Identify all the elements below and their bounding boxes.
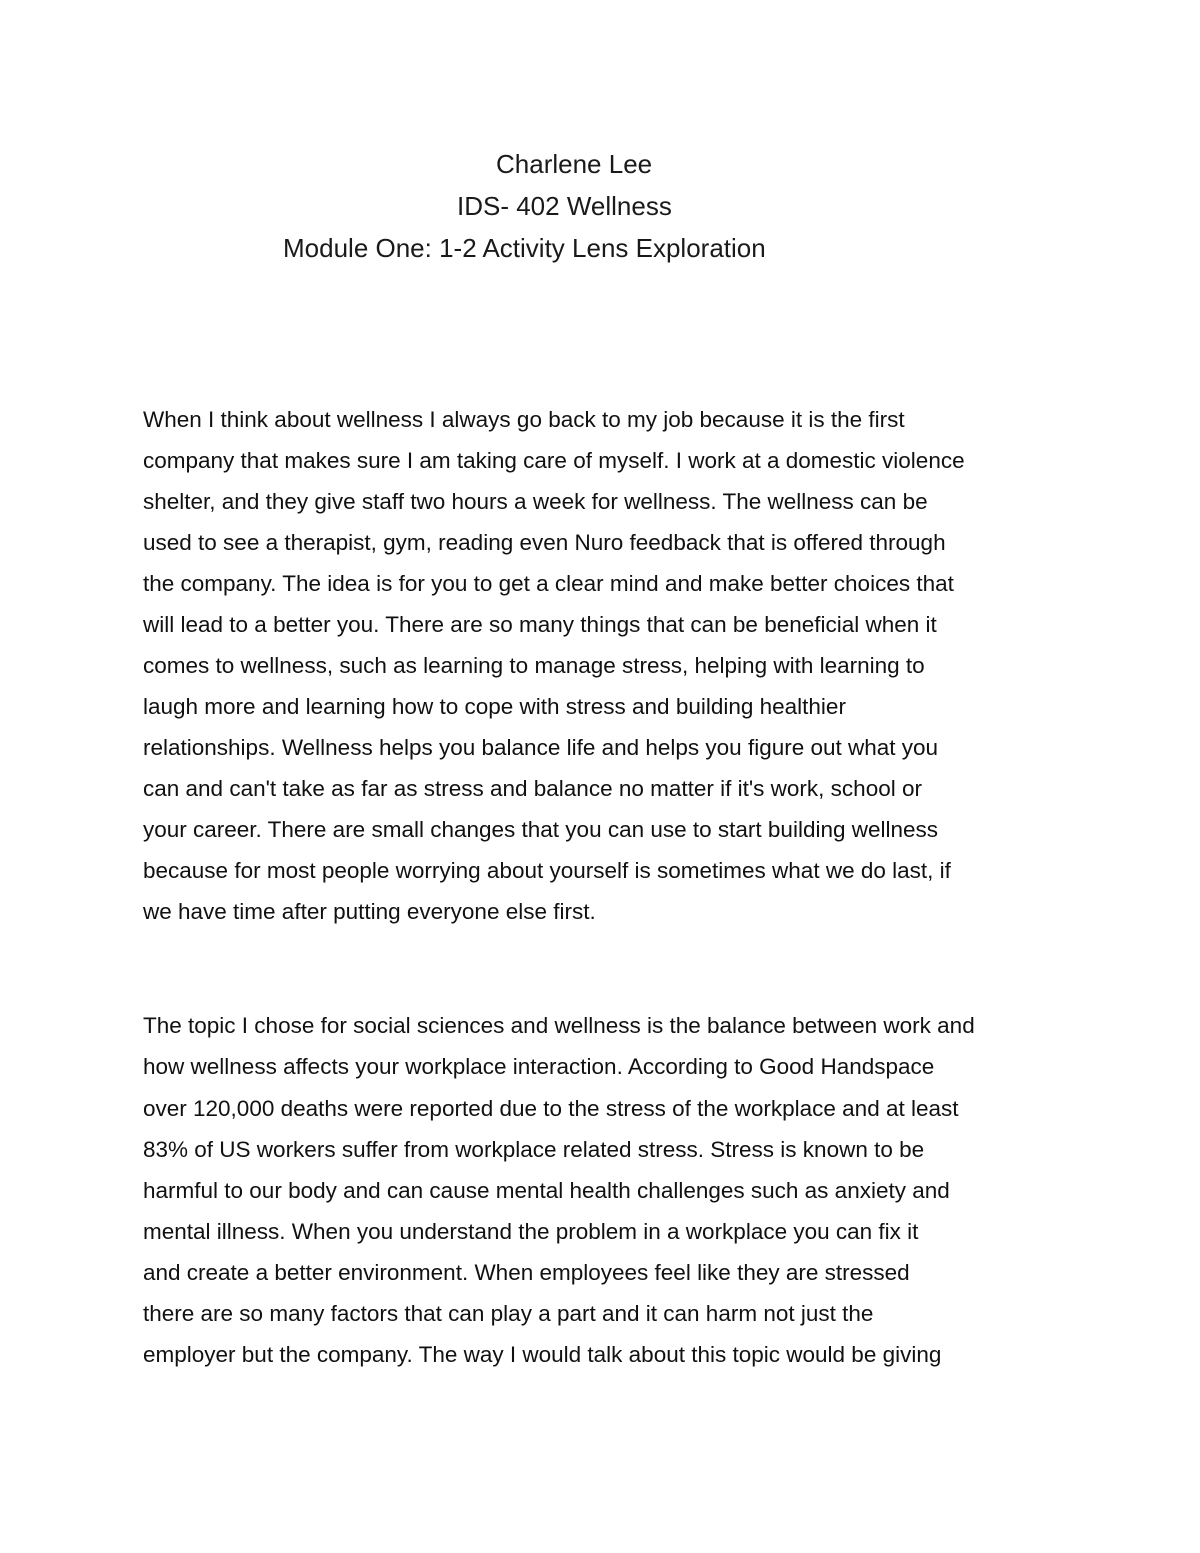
paragraph-line: relationships. Wellness helps you balance life and helps you figure out what you: [143, 735, 939, 760]
paragraph-line: The topic I chose for social sciences and wellness is the balance between work and: [143, 1013, 975, 1038]
paragraph-line: employer but the company. The way I would talk about this topic would be giving: [143, 1342, 942, 1367]
paragraph-line: company that makes sure I am taking care of myself. I work at a domestic violence: [143, 448, 965, 473]
paragraph-line: because for most people worrying about yourself is sometimes what we do last, if: [143, 858, 951, 883]
assignment-title: Module One: 1-2 Activity Lens Exploration: [283, 233, 766, 263]
paragraph-line: When I think about wellness I always go back to my job because it is the first: [143, 407, 905, 432]
paragraph-line: your career. There are small changes that you can use to start building wellness: [143, 817, 939, 842]
course-title: IDS- 402 Wellness: [457, 191, 672, 221]
paragraph-line: 83% of US workers suffer from workplace related stress. Stress is known to be: [143, 1137, 925, 1162]
paragraph-line: used to see a therapist, gym, reading even Nuro feedback that is offered through: [143, 530, 946, 555]
paragraph-line: how wellness affects your workplace interaction. According to Good Handspace: [143, 1054, 935, 1079]
paragraph-line: over 120,000 deaths were reported due to the stress of the workplace and at least: [143, 1096, 959, 1121]
paragraph-line: harmful to our body and can cause mental health challenges such as anxiety and: [143, 1178, 950, 1203]
paragraph-line: the company. The idea is for you to get a clear mind and make better choices that: [143, 571, 954, 596]
paragraph-line: comes to wellness, such as learning to manage stress, helping with learning to: [143, 653, 925, 678]
paragraph-line: and create a better environment. When employees feel like they are stressed: [143, 1260, 910, 1285]
paragraph-line: will lead to a better you. There are so many things that can be beneficial when it: [143, 612, 937, 637]
paragraph-line: can and can't take as far as stress and balance no matter if it's work, school or: [143, 776, 922, 801]
author-name: Charlene Lee: [496, 149, 653, 179]
paragraph-line: shelter, and they give staff two hours a week for wellness. The wellness can be: [143, 489, 928, 514]
paragraph-line: we have time after putting everyone else first.: [143, 899, 596, 924]
paragraph-line: there are so many factors that can play a part and it can harm not just the: [143, 1301, 874, 1326]
paragraph-line: mental illness. When you understand the problem in a workplace you can fix it: [143, 1219, 919, 1244]
paragraph-line: laugh more and learning how to cope with stress and building healthier: [143, 694, 846, 719]
